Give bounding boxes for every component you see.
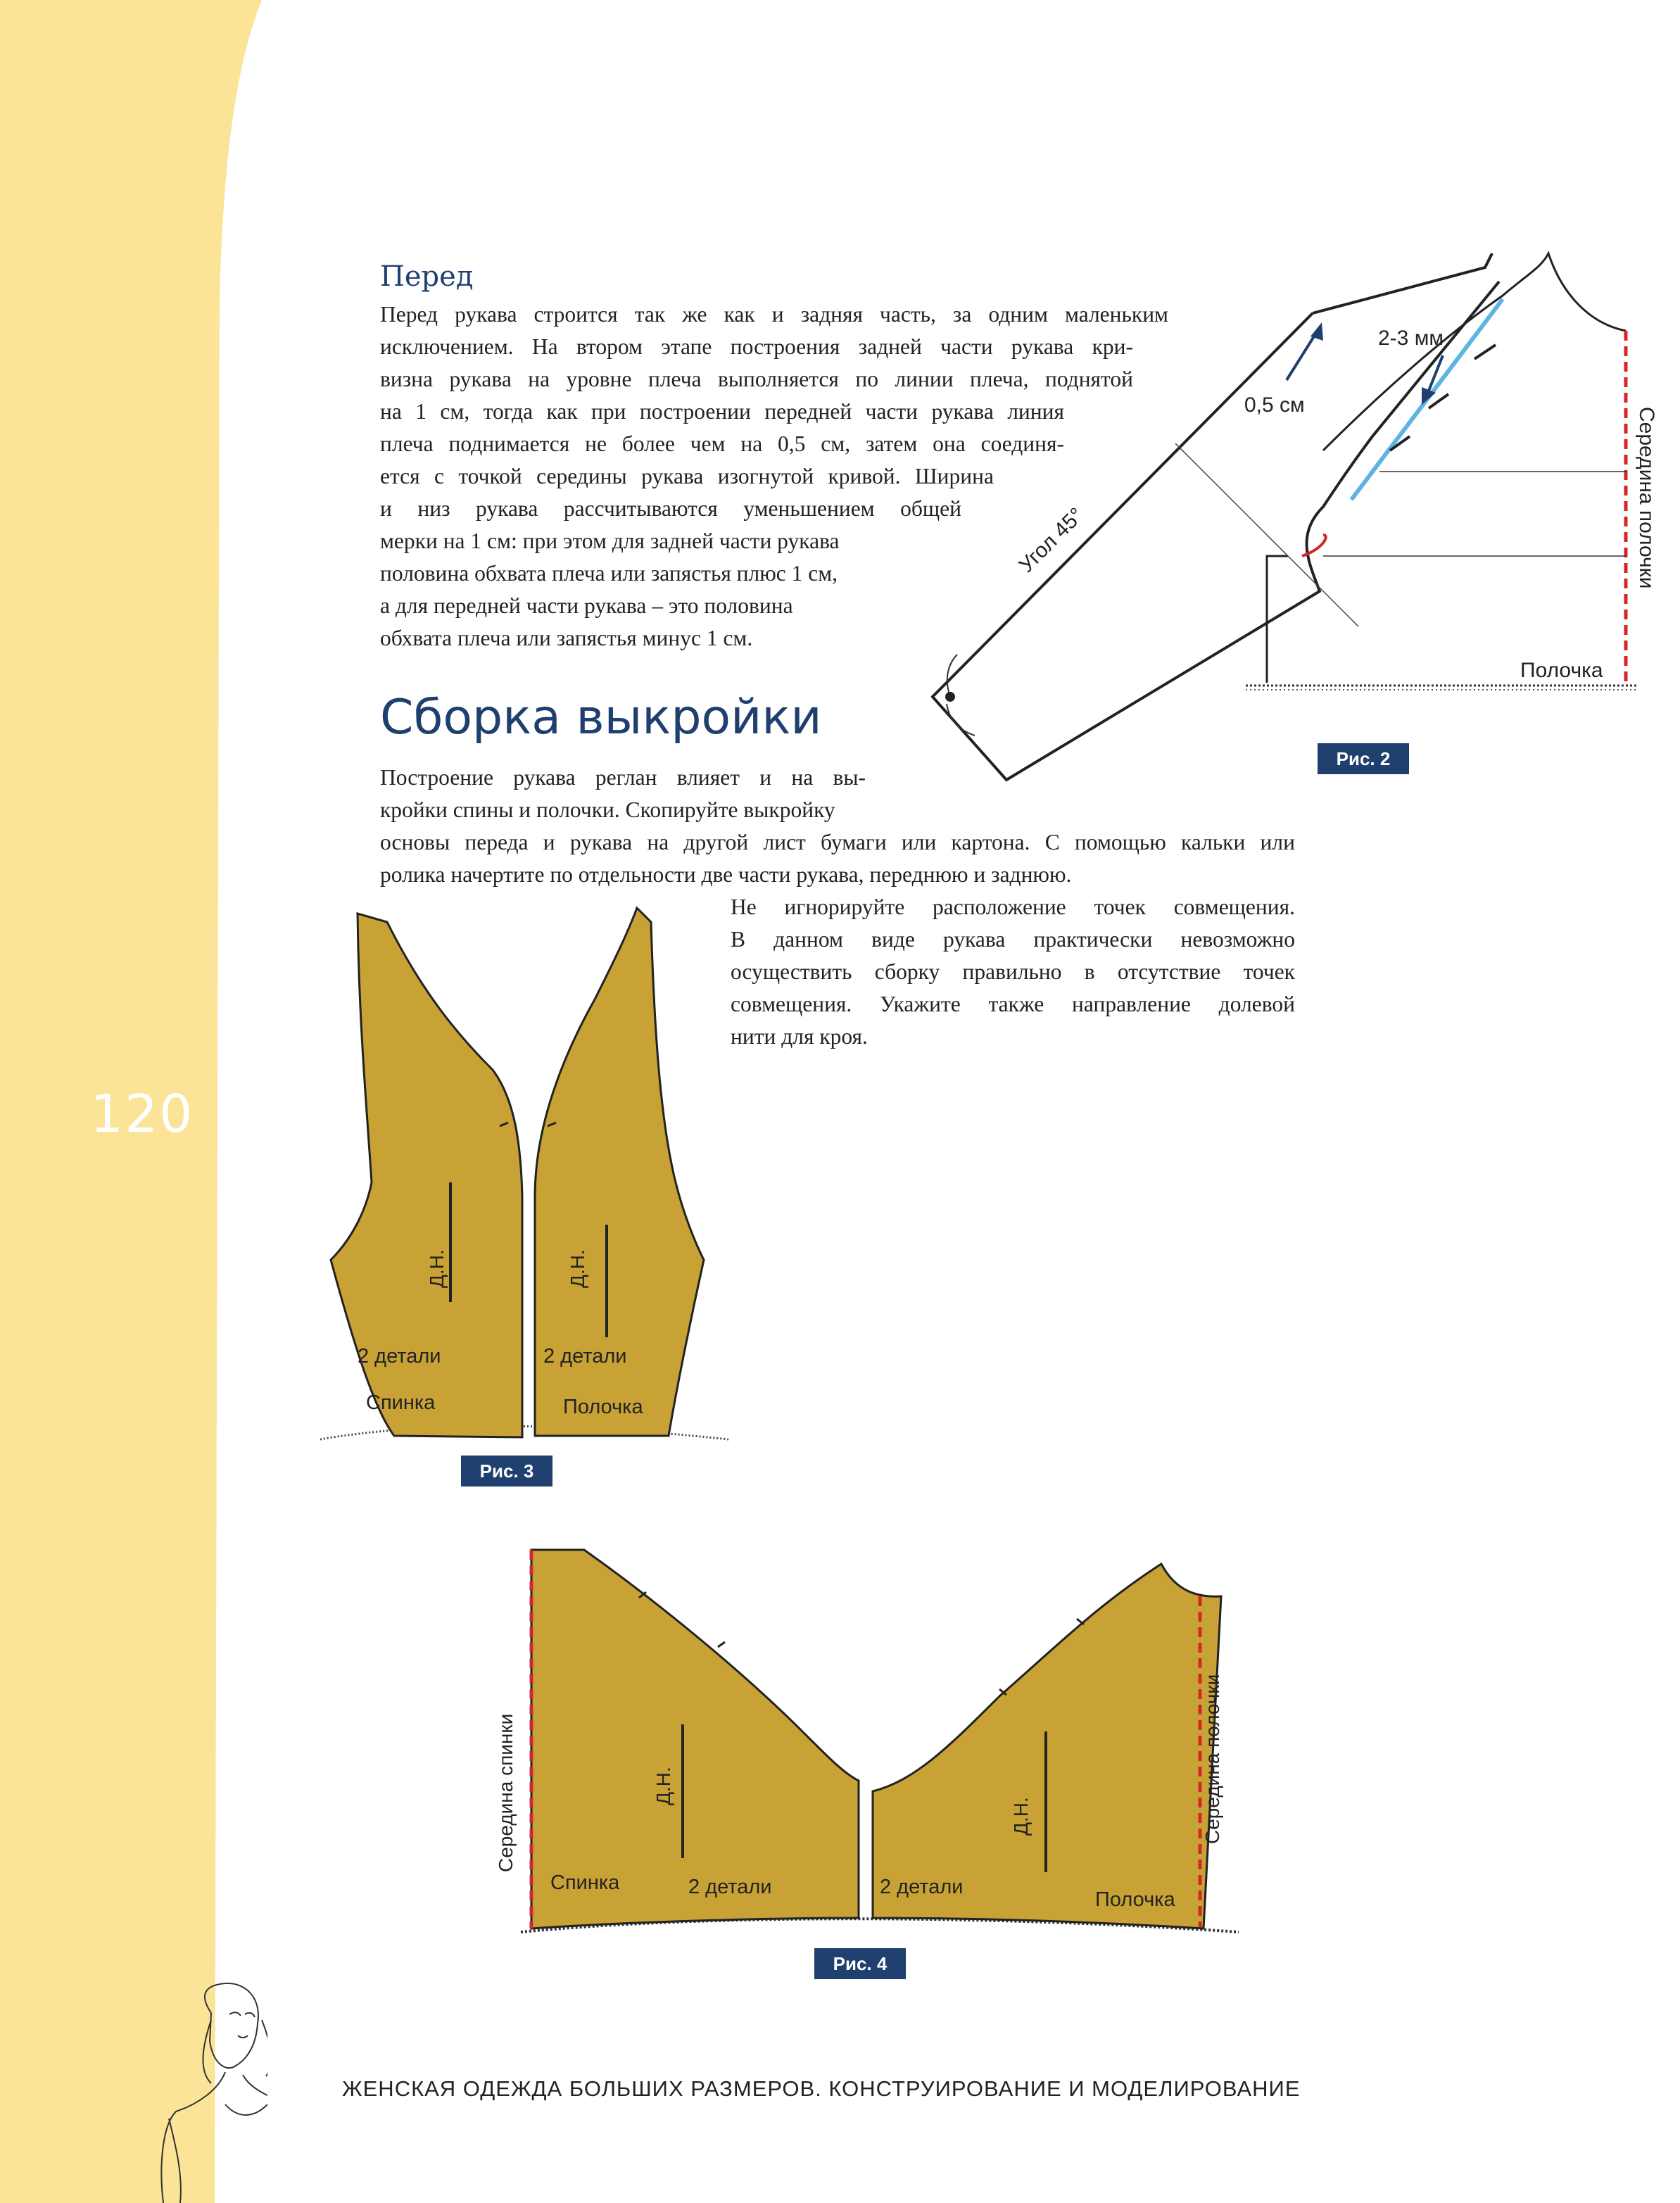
text-line: Построение рукава реглан влияет и на вы-	[380, 765, 866, 790]
figure-2-label: Рис. 2	[1318, 743, 1409, 774]
section-heading-assembly: Сборка выкройки	[380, 690, 822, 745]
text-line: мерки на 1 см: при этом для задней части рукава	[380, 529, 840, 553]
text-line: обхвата плеча или запястья минус 1 см.	[380, 626, 753, 650]
page-footer: ЖЕНСКАЯ ОДЕЖДА БОЛЬШИХ РАЗМЕРОВ. КОНСТРУИРОВАНИЕ И МОДЕЛИРОВАНИЕ	[342, 2076, 1301, 2101]
pivot-point	[945, 692, 955, 702]
figure-4-label: Рис. 4	[814, 1948, 906, 1979]
label-center-front: Середина полочки	[1635, 407, 1658, 589]
piece-name: Полочка	[1095, 1888, 1175, 1911]
text-line: а для передней части рукава – это половина	[380, 593, 793, 618]
arrow-rise	[1287, 331, 1318, 380]
text-line: основы переда и рукава на другой лист бумаги или картона. С помощью кальки или	[380, 830, 1295, 854]
count-label: 2 детали	[543, 1345, 627, 1368]
label-front: Полочка	[1520, 659, 1603, 682]
text-line: кройки спины и полочки. Скопируйте выкройку	[380, 797, 835, 822]
text-line: В данном виде рукава практически невозможно	[731, 927, 1295, 952]
figure-3-pattern-pieces	[310, 901, 760, 1464]
page-number: 120	[90, 1084, 194, 1144]
label-gap: 2-3 мм	[1378, 327, 1444, 350]
center-back-label: Середина спинки	[495, 1713, 517, 1872]
piece-name: Полочка	[563, 1396, 643, 1418]
text-line: Перед рукава строится так же как и задняя часть, за одним маленьким	[380, 302, 1168, 327]
center-front-label: Середина полочки	[1201, 1674, 1223, 1844]
grain-label: Д.Н.	[426, 1249, 448, 1288]
piece-name: Спинка	[550, 1871, 620, 1894]
label-angle: Угол 45°	[1014, 503, 1089, 577]
label-rise: 0,5 см	[1244, 393, 1305, 417]
text-line: исключением. На втором этапе построения задней части рукава кри-	[380, 334, 1133, 359]
text-line: ролика начертите по отдельности две части рукава, переднюю и заднюю.	[380, 862, 1072, 887]
paragraph-assembly-2	[731, 891, 1295, 1053]
text-line: на 1 см, тогда как при построении передней части рукава линия	[380, 399, 1064, 424]
figure-4-assembled-pieces	[479, 1534, 1253, 1943]
text-line: плеча поднимается не более чем на 0,5 см, затем она соединя-	[380, 431, 1064, 456]
figure-3-label: Рис. 3	[461, 1456, 552, 1486]
bodice-outline	[1267, 253, 1626, 683]
figure-2-sleeve-draft	[915, 232, 1661, 795]
grain-label: Д.Н.	[1010, 1797, 1032, 1836]
text-line: осуществить сборку правильно в отсутствие точек	[731, 959, 1295, 984]
text-line: половина обхвата плеча или запястья плюс 1 см,	[380, 561, 838, 586]
text-line: и низ рукава рассчитываются уменьшением общей	[380, 496, 961, 521]
text-line: Не игнорируйте расположение точек совмещения.	[731, 895, 1295, 919]
text-line: ется с точкой середины рукава изогнутой кривой. Ширина	[380, 464, 994, 488]
count-label: 2 детали	[358, 1345, 441, 1368]
count-label: 2 детали	[880, 1876, 964, 1898]
section-heading-front: Перед	[380, 260, 474, 293]
grain-label: Д.Н.	[567, 1249, 588, 1288]
text-line: нити для кроя.	[731, 1024, 868, 1049]
piece-name: Спинка	[366, 1391, 436, 1414]
grain-label: Д.Н.	[652, 1767, 674, 1805]
count-label: 2 детали	[688, 1876, 772, 1898]
paragraph-assembly-1	[380, 762, 1295, 891]
text-line: визна рукава на уровне плеча выполняется по линии плеча, поднятой	[380, 367, 1133, 391]
text-line: совмещения. Укажите также направление долевой	[731, 992, 1295, 1016]
